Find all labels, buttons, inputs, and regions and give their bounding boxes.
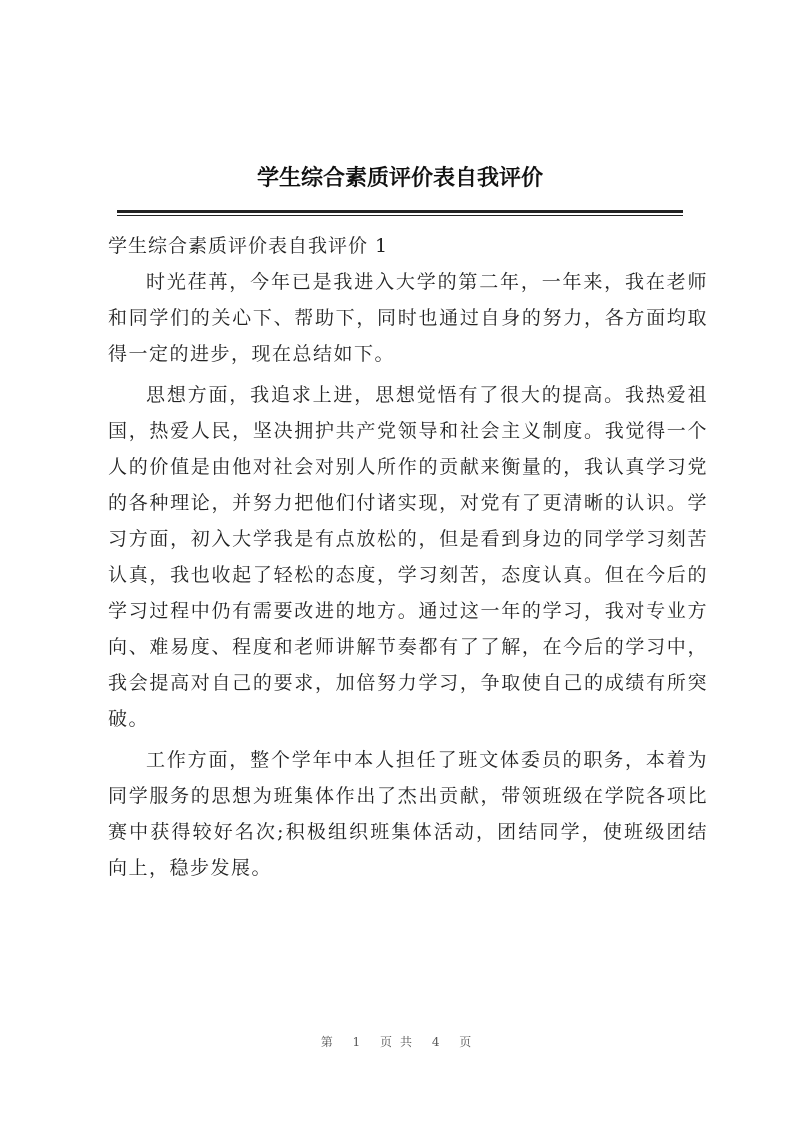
section-heading: 学生综合素质评价表自我评价 1: [108, 235, 389, 257]
document-title: 学生综合素质评价表自我评价: [256, 166, 543, 191]
paragraph-intro: 时光荏苒，今年已是我进入大学的第二年，一年来，我在老师和同学们的关心下、帮助下，同时也通过自身的努力，各方面均取得一定的进步，现在总结如下。: [108, 271, 708, 365]
paragraph-work: 工作方面，整个学年中本人担任了班文体委员的职务，本着为同学服务的思想为班集体作出了杰出贡献，带领班级在学院各项比赛中获得较好名次;积极组织班集体活动，团结同学，使班级团结向上，稳步发展。: [108, 749, 708, 879]
paragraph-thought-study: 思想方面，我追求上进，思想觉悟有了很大的提高。我热爱祖国，热爱人民，坚决拥护共产党领导和社会主义制度。我觉得一个人的价值是由他对社会对别人所作的贡献来衡量的，我认真学习党的各种理论，并努力把他们付诸实现，对党有了更清晰的认识。学习方面，初入大学我是有点放松的，但是看到身边的同学学习刻苦认真，我也收起了轻松的态度，学习刻苦，态度认真。但在今后的学习过程中仍有需要改进的地方。通过这一年的学习，我对专业方向、难易度、程度和老师讲解节奏都有了了解，在今后的学习中，我会提高对自己的要求，加倍努力学习，争取使自己的成绩有所突破。: [108, 384, 708, 730]
title-rule-thick: [117, 210, 683, 213]
document-body: [108, 228, 708, 891]
page-footer: 第 1 页共 4 页: [320, 1035, 480, 1049]
title-rule-thin: [117, 215, 683, 216]
